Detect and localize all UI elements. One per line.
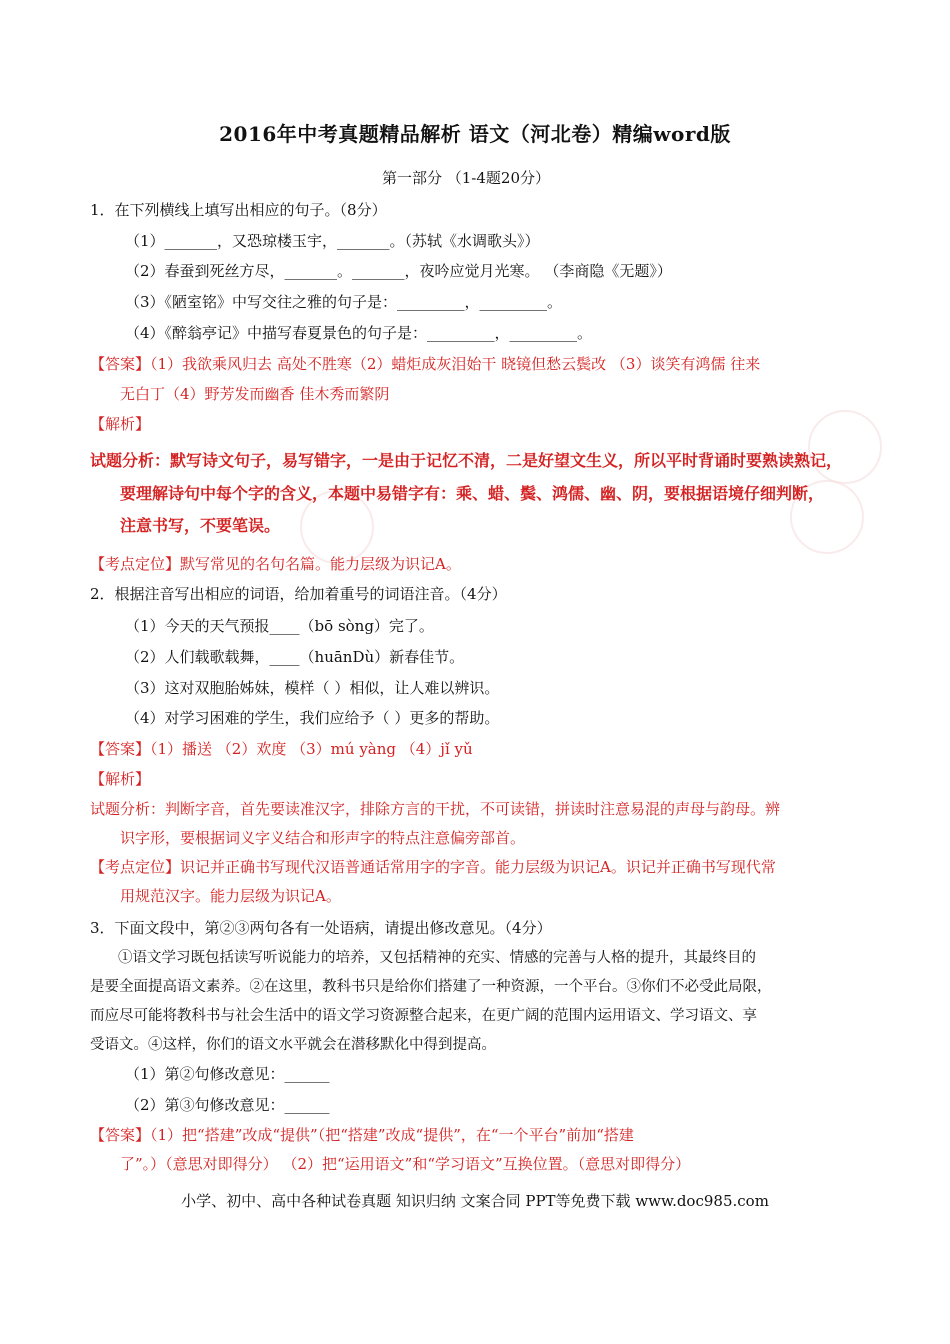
q1-point: 【考点定位】默写常见的名句名篇。能力层级为识记A。 xyxy=(90,555,461,573)
q3-passage-line: 是要全面提高语文素养。②在这里，教科书只是给你们搭建了一种资源，一个平台。③你们不必受此局限， xyxy=(90,979,772,995)
q1-stem: 1．在下列横线上填写出相应的句子。（8分） xyxy=(90,201,387,219)
q3-answer-cont: 了”。）（意思对即得分） （2）把“运用语文”和“学习语文”互换位置。（意思对即得分） xyxy=(120,1155,691,1173)
q1-item: （2）春蚕到死丝方尽，_______。_______，夜吟应觉月光寒。 （李商隐《无题》） xyxy=(125,262,672,280)
q2-point: 【考点定位】识记并正确书写现代汉语普通话常用字的字音。能力层级为识记A。识记并正确书写现代常 xyxy=(90,858,776,876)
q1-analysis-label: 【解析】 xyxy=(90,415,151,433)
q1-item: （3）《陋室铭》中写交往之雅的句子是：_________，_________。 xyxy=(125,293,563,311)
q3-item: （1）第②句修改意见：______ xyxy=(125,1065,330,1083)
q3-passage-line: ①语文学习既包括读写听说能力的培养，又包括精神的充实、情感的完善与人格的提升，其最终目的 xyxy=(118,950,756,966)
part-heading: 第一部分 （1-4题20分） xyxy=(382,169,551,187)
q2-point-cont: 用规范汉字。能力层级为识记A。 xyxy=(120,887,341,905)
q3-passage-line: 而应尽可能将教科书与社会生活中的语文学习资源整合起来，在更广阔的范围内运用语文、学习语文、享 xyxy=(90,1008,757,1024)
page-title: 2016年中考真题精品解析 语文（河北卷）精编word版 xyxy=(219,122,731,146)
q2-item: （3）这对双胞胎姊妹，模样（ ）相似，让人难以辨识。 xyxy=(125,679,500,697)
q2-analysis: 试题分析：判断字音，首先要读准汉字，排除方言的干扰，不可读错，拼读时注意易混的声母与韵母。辨 xyxy=(90,800,781,818)
q2-answer: 【答案】（1）播送 （2）欢度 （3）mú yàng （4）jǐ yǔ xyxy=(90,740,473,758)
q3-item: （2）第③句修改意见：______ xyxy=(125,1096,330,1114)
q2-item: （2）人们载歌载舞，____（huānDù）新春佳节。 xyxy=(125,648,465,666)
q1-analysis-cont: 要理解诗句中每个字的含义，本题中易错字有：乘、蜡、鬓、鸿儒、幽、阴，要根据语境仔细判断， xyxy=(120,484,825,503)
q2-item: （4）对学习困难的学生，我们应给予（ ）更多的帮助。 xyxy=(125,709,500,727)
q2-analysis-label: 【解析】 xyxy=(90,770,151,788)
q2-analysis-cont: 识字形，要根据词义字义结合和形声字的特点注意偏旁部首。 xyxy=(120,829,526,847)
q3-answer: 【答案】（1）把“搭建”改成“提供”（把“搭建”改成“提供”，在“一个平台”前加“搭建 xyxy=(90,1126,634,1144)
q2-item: （1）今天的天气预报____（bō sòng）完了。 xyxy=(125,617,434,635)
q1-answer: 【答案】（1）我欲乘风归去 高处不胜寒（2）蜡炬成灰泪始干 晓镜但愁云鬓改 （3）谈笑有鸿儒 往来 xyxy=(90,355,761,373)
q1-answer-cont: 无白丁（4）野芳发而幽香 佳木秀而繁阴 xyxy=(120,385,390,403)
q1-analysis: 试题分析：默写诗文句子，易写错字，一是由于记忆不清，二是好望文生义，所以平时背诵时要熟读熟记， xyxy=(90,451,843,470)
q1-item: （1）_______，又恐琼楼玉宇，_______。（苏轼《水调歌头》） xyxy=(125,232,540,250)
watermark-stamp xyxy=(808,410,882,484)
page-footer: 小学、初中、高中各种试卷真题 知识归纳 文案合同 PPT等免费下载 www.doc985.com xyxy=(181,1192,769,1210)
q3-passage-line: 受语文。④这样，你们的语文水平就会在潜移默化中得到提高。 xyxy=(90,1037,496,1053)
q3-stem: 3．下面文段中，第②③两句各有一处语病，请提出修改意见。（4分） xyxy=(90,919,552,937)
q1-item: （4）《醉翁亭记》中描写春夏景色的句子是：_________，_________。 xyxy=(125,324,593,342)
q1-analysis-cont: 注意书写，不要笔误。 xyxy=(120,516,281,535)
q2-stem: 2．根据注音写出相应的词语，给加着重号的词语注音。（4分） xyxy=(90,585,507,603)
